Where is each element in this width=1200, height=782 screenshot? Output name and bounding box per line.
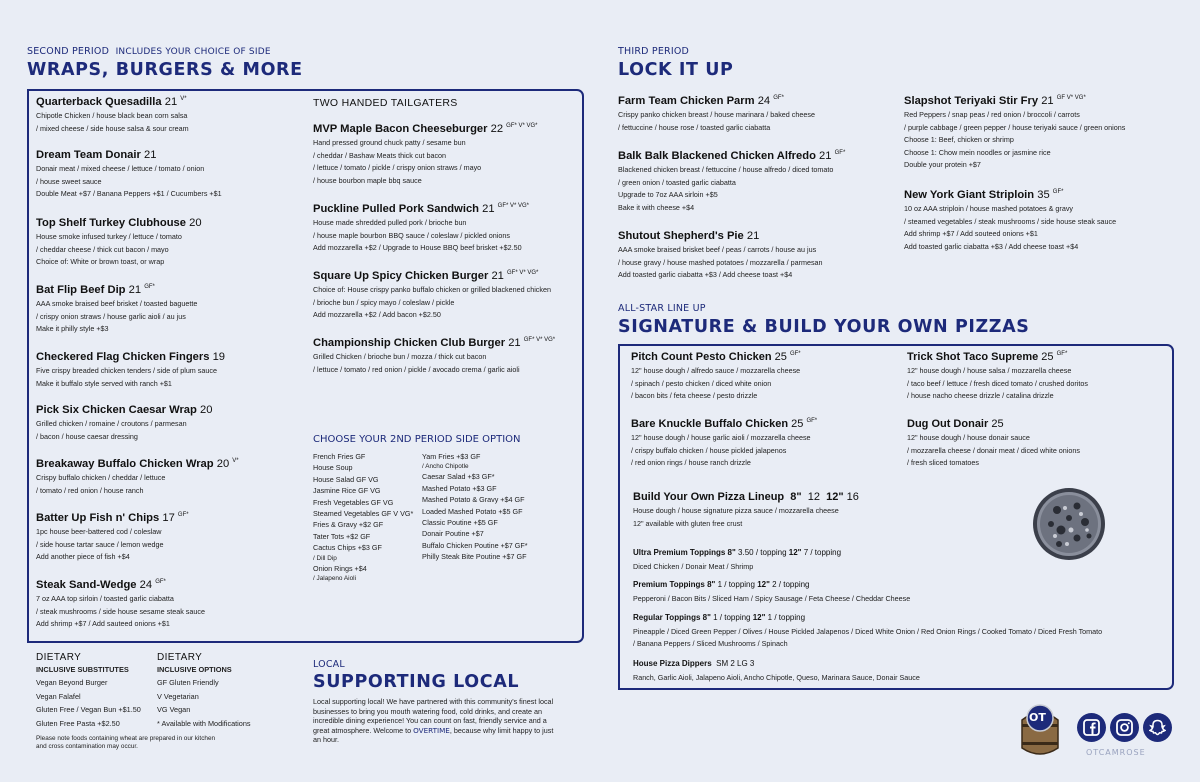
dietary-item: V Vegetarian [157,691,199,701]
item-name: Steak Sand-Wedge [36,579,137,591]
side-option: Fries & Gravy +$2 GF [313,520,384,530]
description-line: Grilled chicken / romaine / croutons / parmesan [36,419,187,428]
item-price: 21 [819,150,832,162]
item-name: New York Giant Striploin [904,189,1035,201]
description-line: Upgrade to 7oz AAA sirloin +$5 [618,190,718,200]
side-option-note: / Dill Dip [313,554,337,562]
description-line: Donair meat / mixed cheese / lettuce / tomato / onion [36,164,205,173]
description-line: Choose 1: Chow mein noodles or jasmine rice [904,147,1051,157]
price-12: 7 / topping [803,548,842,557]
menu-item [36,404,304,443]
item-title [907,418,1080,430]
item-description [618,244,886,282]
social-handle: OTCAMROSE [1086,748,1146,757]
topping-tier [633,548,841,571]
item-title [36,458,304,470]
price-12: 2 / topping [772,580,810,589]
side-option: Classic Poutine +$5 GF [422,518,498,528]
dietary-tags: GF* V* VG* [523,337,556,343]
item-title [36,96,304,108]
description-line: House made shredded pulled pork / brioche bun [313,218,467,227]
allergen-note: Please note foods containing wheat are prepared in our kitchen and cross contamination may occur. [36,735,216,751]
snapchat-icon[interactable] [1143,713,1172,742]
item-name: Quarterback Quesadilla [36,96,162,108]
item-description [36,593,304,631]
item-price: 21 [508,337,521,349]
item-price: 21 [128,284,142,296]
item-price: 21 [491,270,504,282]
item-description [904,203,1172,253]
menu-item [313,203,581,255]
item-name: Checkered Flag Chicken Fingers [36,351,210,363]
topping-items: Pepperoni / Bacon Bits / Sliced Ham / Spicy Sausage / Feta Cheese / Cheddar Cheese [633,594,911,603]
item-price: 25 [991,418,1004,430]
item-description [907,365,1088,403]
size-12: 12" [788,548,802,557]
pizza-kicker: ALL-STAR LINE UP [618,303,706,314]
item-name: Pick Six Chicken Caesar Wrap [36,404,197,416]
pizza-title: SIGNATURE & BUILD YOUR OWN PIZZAS [618,317,1030,337]
topping-tier [633,580,910,603]
description-line: AAA smoke braised brisket beef / peas / carrots / house au jus [618,245,817,254]
item-title [36,149,304,161]
topping-tier-name: Premium Toppings [633,580,705,589]
topping-tier-name: Ultra Premium Toppings [633,548,726,557]
description-line: Choose 1: Beef, chicken or shrimp [904,135,1014,145]
price-8: 3.50 / topping [738,548,787,557]
menu-item [618,230,886,282]
description-line: AAA smoke braised beef brisket / toasted baguette [36,299,198,308]
menu-item [907,351,1088,403]
item-title [313,203,581,215]
item-description [36,298,304,336]
dietary-tags: GF* V* VG* [507,270,539,276]
dietary-tags: GF* V* VG* [506,123,538,129]
item-name: MVP Maple Bacon Cheeseburger [313,123,488,135]
description-line: / lettuce / tomato / pickle / crispy onion straws / mayo [313,163,482,173]
item-description [313,284,581,322]
item-title [618,230,886,242]
dietary-tags: GF* [834,150,846,156]
item-price: 21 [164,96,178,108]
menu-item [618,150,886,214]
sides-list-col2 [422,451,528,563]
description-line: / house bourbon maple bbq sauce [313,175,422,185]
dietary-heading: DIETARY [36,652,82,663]
brand-name: OVERTIME [413,725,450,735]
dietary-tags: GF* [789,351,801,357]
local-kicker: LOCAL [313,659,345,670]
dietary-tags: GF* [177,512,189,518]
description-line: Grilled Chicken / brioche bun / mozza / thick cut bacon [313,352,487,361]
item-description [907,432,1080,470]
item-price: 24 [757,95,771,107]
description-line: Choice of: White or brown toast, or wrap [36,257,165,267]
item-title [36,512,304,524]
size-8: 8" [702,613,711,622]
side-option: French Fries GF [313,452,366,461]
item-price: 21 [746,230,760,242]
description-line: / fettuccine / house rose / toasted garlic ciabatta [618,122,771,132]
description-line: Add mozzarella +$2 / Add bacon +$2.50 [313,310,441,320]
item-price: 22 [490,123,504,135]
tailgaters-heading: TWO HANDED TAILGATERS [313,97,458,109]
item-name: Shutout Shepherd's Pie [618,230,744,242]
facebook-icon[interactable] [1077,713,1106,742]
description-line: / side house tartar sauce / lemon wedge [36,539,164,549]
description-line: / purple cabbage / green pepper / house teriyaki sauce / green onions [904,122,1126,132]
side-option: Tater Tots +$2 GF [313,531,371,541]
menu-item [631,351,801,403]
menu-item [36,284,304,336]
second-period-title: WRAPS, BURGERS & MORE [27,60,303,80]
item-title [618,95,886,107]
description-line: / crispy buffalo chicken / house pickled jalapenos [631,445,787,455]
side-option: Loaded Mashed Potato +$5 GF [422,506,523,516]
description-line: Bake it with cheese +$4 [618,202,695,212]
dietary-options-list [157,676,251,730]
byo-pizza: Build Your Own Pizza Lineup 8" 12 12" 16 House dough / house signature pizza sauce / mozzarella cheese 12" available with gluten free crust [633,491,859,528]
item-name: Bare Knuckle Buffalo Chicken [631,418,789,430]
pizza-dippers: House Pizza Dippers SM 2 LG 3 Ranch, Garlic Aioli, Jalapeno Aioli, Ancho Chipotle, Queso, Marinara Sauce, Donair Sauce [633,659,920,682]
description-line: 7 oz AAA top sirloin / toasted garlic ciabatta [36,594,174,603]
item-description [36,472,304,497]
description-line: / bacon bits / feta cheese / pesto drizzle [631,391,758,401]
item-name: Breakaway Buffalo Chicken Wrap [36,458,214,470]
topping-items: Diced Chicken / Donair Meat / Shrimp [633,562,754,571]
item-title [618,150,886,162]
item-name: Slapshot Teriyaki Stir Fry [904,95,1039,107]
size-8: 8" [707,580,716,589]
item-price: 21 [1041,95,1054,107]
description-line: / steamed vegetables / steak mushrooms / side house steak sauce [904,216,1117,226]
side-option-note: / Jalapeno Aioli [313,575,356,583]
item-name: Dug Out Donair [907,418,989,430]
menu-item [313,337,581,376]
topping-tier-title [633,580,910,589]
ot-logo-text: OT [1029,711,1046,724]
dietary-item: GF Gluten Friendly [157,678,219,687]
side-option: Mashed Potato & Gravy +$4 GF [422,495,525,505]
dietary-subheading: INCLUSIVE OPTIONS [157,665,232,674]
side-option: Caesar Salad +$3 GF* [422,472,495,482]
description-line: / mixed cheese / side house salsa & sour cream [36,123,189,133]
menu-item [36,512,304,564]
side-option: Yam Fries +$3 GF [422,452,481,461]
description-line: / tomato / red onion / house ranch [36,485,144,495]
description-line: Add mozzarella +$2 / Upgrade to House BBQ beef brisket +$2.50 [313,243,522,253]
topping-tier-name: Regular Toppings [633,613,701,622]
item-description [313,351,581,376]
item-title [904,95,1172,107]
item-price: 24 [139,579,153,591]
side-option: Onion Rings +$4 [313,563,367,573]
price-8: 1 / topping [713,613,751,622]
description-line: / house maple bourbon BBQ sauce / coleslaw / pickled onions [313,230,510,240]
item-description [313,137,581,187]
description-line: Five crispy breaded chicken tenders / side of plum sauce [36,366,217,375]
description-line: / lettuce / tomato / red onion / pickle / avocado crema / garlic aioli [313,364,520,374]
side-option: Donair Poutine +$7 [422,529,484,539]
item-name: Farm Team Chicken Parm [618,95,755,107]
description-line: Double Meat +$7 / Banana Peppers +$1 / Cucumbers +$1 [36,189,222,199]
dietary-heading: DIETARY [157,652,203,663]
item-name: Top Shelf Turkey Clubhouse [36,217,187,229]
menu-item [907,418,1080,470]
size-12: 12" [752,613,766,622]
item-description [36,231,304,269]
side-option: Steamed Vegetables GF V VG* [313,509,414,519]
item-name: Batter Up Fish n' Chips [36,512,160,524]
side-option: Buffalo Chicken Poutine +$7 GF* [422,540,528,550]
item-description [313,217,581,255]
item-price: 25 [774,351,787,363]
description-line: House smoke infused turkey / lettuce / tomato [36,232,182,241]
menu-item [36,149,304,201]
item-price: 20 [216,458,230,470]
menu-item [36,351,304,390]
description-line: 12" house dough / house garlic aioli / mozzarella cheese [631,433,811,442]
dietary-tags: GF V* VG* [1056,95,1086,101]
item-title [907,351,1088,363]
dietary-item: VG Vegan [157,705,191,715]
dietary-item: Vegan Beyond Burger [36,678,108,687]
item-title [313,270,581,282]
size-12: 12" [757,580,770,589]
side-option: Mashed Potato +$3 GF [422,483,497,493]
menu-item [313,270,581,322]
description-line: / taco beef / lettuce / fresh diced tomato / crushed doritos [907,378,1088,388]
description-line: 12" house dough / house salsa / mozzarella cheese [907,366,1072,375]
topping-items: / Banana Peppers / Sliced Mushrooms / Spinach [633,639,788,648]
description-line: Double your protein +$7 [904,160,981,170]
item-description [618,109,886,134]
side-option: House Salad GF VG [313,474,379,484]
menu-item [618,95,886,134]
dietary-tags: GF* [773,95,784,101]
side-option: Fresh Vegetables GF VG [313,497,394,507]
item-description [36,110,304,135]
item-description [618,164,886,214]
item-title [313,123,581,135]
item-price: 25 [791,418,804,430]
item-price: 20 [189,217,202,229]
item-title [631,351,801,363]
item-description [36,365,304,390]
item-name: Balk Balk Blackened Chicken Alfredo [618,150,816,162]
description-line: / spinach / pesto chicken / diced white onion [631,378,772,388]
price-8: 1 / topping [717,580,755,589]
description-line: / mozzarella cheese / donair meat / diced white onions [907,445,1080,455]
item-price: 35 [1037,189,1050,201]
description-line: / house sweet sauce [36,176,102,186]
dietary-tags: V* [180,96,187,102]
sides-heading: CHOOSE YOUR 2ND PERIOD SIDE OPTION [313,434,521,445]
size-8: 8" [727,548,736,557]
item-name: Dream Team Donair [36,149,141,161]
dietary-options [157,652,251,730]
description-line: / fresh sliced tomatoes [907,458,979,468]
menu-item [36,96,304,135]
menu-item [36,579,304,631]
description-line: / green onion / toasted garlic ciabatta [618,177,736,187]
item-title [36,217,304,229]
dietary-tags: GF* [1052,189,1064,195]
description-line: Hand pressed ground chuck patty / sesame bun [313,138,466,147]
item-title [36,579,304,591]
second-period-kicker: SECOND PERIOD INCLUDES YOUR CHOICE OF SIDE [27,46,271,57]
item-description [36,163,304,201]
description-line: / steak mushrooms / side house sesame steak sauce [36,606,205,616]
description-line: Add another piece of fish +$4 [36,552,130,562]
item-title [36,284,304,296]
instagram-icon[interactable] [1110,713,1139,742]
description-line: / house gravy / house mashed potatoes / mozzarella / parmesan [618,257,823,267]
dietary-item: Gluten Free Pasta +$2.50 [36,718,120,728]
item-price: 19 [212,351,226,363]
item-title [36,404,304,416]
menu-item [904,95,1172,172]
item-name: Pitch Count Pesto Chicken [631,351,772,363]
item-description [36,418,304,443]
description-line: Choice of: House crispy panko buffalo chicken or grilled blackened chicken [313,285,551,294]
third-period-kicker: THIRD PERIOD [618,46,690,57]
side-option-note: / Ancho Chipotle [422,463,469,471]
item-price: 20 [199,404,213,416]
item-title [631,418,817,430]
dietary-substitutes [36,652,141,730]
description-line: 10 oz AAA striploin / house mashed potatoes & gravy [904,204,1074,213]
dietary-tags: GF* V* VG* [497,203,530,209]
local-title: SUPPORTING LOCAL [313,672,520,692]
description-line: 12" house dough / alfredo sauce / mozzarella cheese [631,366,801,375]
description-line: / house nacho cheese drizzle / catalina drizzle [907,391,1054,401]
item-title [904,189,1172,201]
description-line: Add shrimp +$7 / Add sauteed onions +$1 [36,619,170,629]
item-price: 25 [1041,351,1054,363]
dietary-tags: GF* [1056,351,1068,357]
item-name: Championship Chicken Club Burger [313,337,506,349]
description-line: Add shrimp +$7 / Add souteed onions +$1 [904,229,1038,239]
description-line: Add toasted garlic ciabatta +$3 / Add cheese toast +$4 [904,241,1079,251]
dietary-tags: GF* [806,418,818,424]
item-name: Bat Flip Beef Dip [36,284,126,296]
description-line: Crispy panko chicken breast / house marinara / baked cheese [618,110,815,119]
pizza-image [1031,486,1107,562]
description-line: Add toasted garlic ciabatta +$3 / Add cheese toast +$4 [618,270,793,280]
description-line: Make it buffalo style served with ranch +$1 [36,378,172,388]
dietary-tags: GF* [155,579,166,585]
menu-item [631,418,817,470]
description-line: 1pc house beer-battered cod / coleslaw [36,527,162,536]
dietary-item: * Available with Modifications [157,718,251,728]
topping-items: Pineapple / Diced Green Pepper / Olives / House Pickled Jalapenos / Diced White Onion / Red Onion Rings / Cooked Tomato / Diced Fresh Tomato [633,627,1103,636]
menu-item [36,217,304,269]
side-option: Philly Steak Bite Poutine +$7 GF [422,552,527,562]
item-title [313,337,581,349]
description-line: Red Peppers / snap peas / red onion / broccoli / carrots [904,110,1080,119]
menu-item [904,189,1172,253]
side-option: Cactus Chips +$3 GF [313,543,382,553]
description-line: Crispy buffalo chicken / cheddar / lettuce [36,473,166,482]
item-name: Trick Shot Taco Supreme [907,351,1039,363]
side-option: Jasmine Rice GF VG [313,486,381,496]
description-line: / crispy onion straws / house garlic aioli / au jus [36,311,186,321]
description-line: Blackened chicken breast / fettuccine / house alfredo / diced tomato [618,165,834,174]
item-description [631,365,801,403]
dietary-item: Gluten Free / Vegan Bun +$1.50 [36,705,141,715]
description-line: / brioche bun / spicy mayo / coleslaw / pickle [313,297,455,307]
local-text: Local supporting local! We have partnered with this community's finest local businesses to bring you mouth watering food, cold drinks, and create an incredible dining experience! You can count on fast, friendly service and a great atmosphere. Welcome to OVERTIME, because why limit happy to just an hour. [313,697,554,745]
item-title [36,351,304,363]
topping-tier-title [633,613,1102,622]
description-line: 12" house dough / house donair sauce [907,433,1030,442]
item-price: 17 [162,512,175,524]
item-description [36,526,304,564]
sides-list-col1 [313,451,413,583]
third-period-title: LOCK IT UP [618,60,734,80]
description-line: / bacon / house caesar dressing [36,431,138,441]
dietary-subheading: INCLUSIVE SUBSTITUTES [36,665,129,674]
description-line: / red onion rings / house ranch drizzle [631,458,751,468]
description-line: / cheddar / Bashaw Meats thick cut bacon [313,150,447,160]
menu-item [313,123,581,187]
description-line: / cheddar cheese / thick cut bacon / mayo [36,244,169,254]
item-name: Square Up Spicy Chicken Burger [313,270,489,282]
item-name: Puckline Pulled Pork Sandwich [313,203,479,215]
dietary-substitutes-list [36,676,141,730]
topping-tier-title [633,548,841,557]
menu-item [36,458,304,497]
item-price: 21 [482,203,495,215]
topping-tier [633,613,1102,648]
side-option: House Soup [313,463,353,473]
dietary-item: Vegan Falafel [36,691,81,701]
item-description [631,432,817,470]
price-12: 1 / topping [767,613,806,622]
description-line: Chipotle Chicken / house black bean corn salsa [36,111,188,120]
item-price: 21 [143,149,157,161]
item-description [904,109,1172,172]
description-line: Make it philly style +$3 [36,324,109,334]
dietary-tags: GF* [144,284,155,290]
dietary-tags: V* [232,458,239,464]
